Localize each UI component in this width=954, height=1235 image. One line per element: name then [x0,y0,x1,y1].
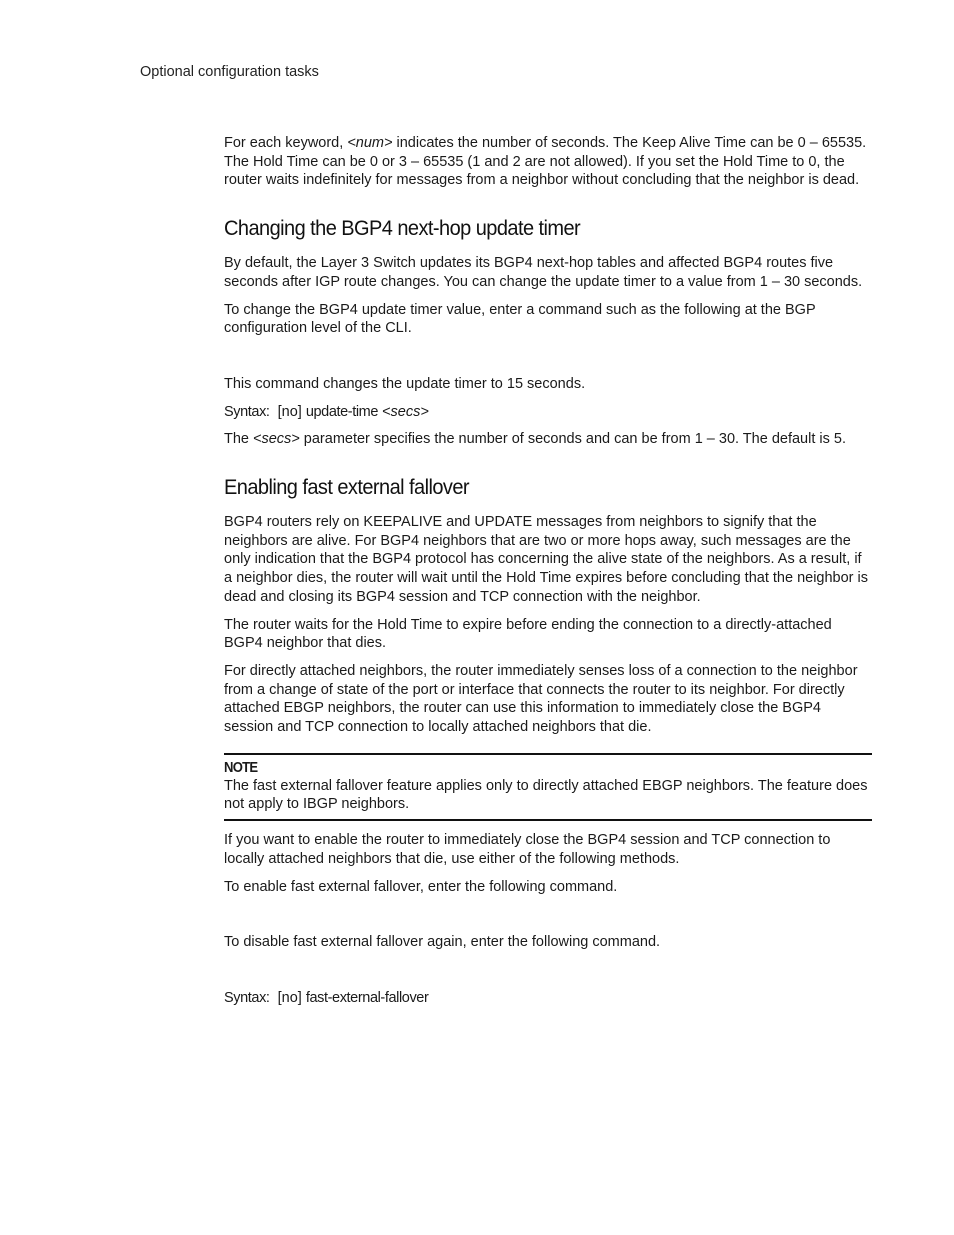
fallover-paragraph-6: To disable fast external fallover again, enter the following command. [224,934,661,951]
fallover-paragraph-1: BGP4 routers rely on KEEPALIVE and UPDATE messages from neighbors to signify that the neighbors are alive. For BGP4 neighbors that are two or more hops away, such messages are the only indication that the BGP4 protocol has concerning the alive state of the neighbors. As a result, if a neighbor dies, the router will wait until the Hold Time expires before concluding that the neighbor is dead and closing its BGP4 session and TCP connection with the neighbor. [224,514,869,605]
command-example-gap [224,347,872,375]
fallover-paragraph-5: To enable fast external fallover, enter the following command. [224,878,618,895]
note-box [224,753,872,821]
syntax-argument: <secs> [382,403,429,420]
disable-command-gap [224,961,872,989]
syntax-fast-fallover [224,989,872,1008]
fallover-paragraph-4: If you want to enable the router to immediately close the BGP4 session and TCP connection to locally attached neighbors that die, use either of the following methods. [224,832,831,867]
timer-paragraph-1: By default, the Layer 3 Switch updates its BGP4 next-hop tables and affected BGP4 routes five seconds after IGP route changes. You can change the update timer to a value from 1 – 30 seconds. [224,255,863,290]
syntax-label: Syntax: [224,989,270,1006]
intro-text-start: For each keyword, [224,135,348,151]
secs-placeholder: <secs> [253,431,300,448]
page-content [224,134,872,1017]
timer-paragraph-4 [224,430,872,449]
secs-text-end: parameter specifies the number of seconds and can be from 1 – 30. The default is 5. [299,431,846,448]
timer-paragraph-3: This command changes the update timer to 15 seconds. [224,375,586,392]
syntax-command: update-time [305,403,379,420]
enable-command-gap [224,905,872,933]
secs-text-start: The [224,431,254,448]
note-text: The fast external fallover feature applies only to directly attached EBGP neighbors. The feature does not apply to IBGP neighbors. [224,777,868,813]
fallover-paragraph-2: The router waits for the Hold Time to expire before ending the connection to a directly-attached BGP4 neighbor that dies. [224,616,832,652]
heading-update-timer: Changing the BGP4 next-hop update timer [224,216,581,241]
timer-paragraph-2: To change the BGP4 update timer value, enter a command such as the following at the BGP configuration level of the CLI. [224,301,816,337]
fallover-paragraph-3: For directly attached neighbors, the router immediately senses loss of a connection to the neighbor from a change of state of the port or interface that connects the router to its neighbor. For directly attached EBGP neighbors, the router can use this information to immediately close the BGP4 session and TCP connection to locally attached neighbors that die. [224,662,858,736]
heading-fast-fallover: Enabling fast external fallover [224,475,470,500]
syntax-no-option: [no] [277,403,302,420]
num-placeholder: <num> [347,135,393,151]
syntax-label: Syntax: [224,403,270,420]
syntax-update-time [224,403,872,422]
running-header: Optional configuration tasks [140,64,319,80]
intro-text-end: indicates the number of seconds. The Keep Alive Time can be 0 – 65535. The Hold Time can be 0 or 3 – 65535 (1 and 2 are not allowed). If you set the Hold Time to 0, the router waits indefinitely for messages from a neighbor without concluding that the neighbor is dead. [224,135,867,189]
intro-paragraph [224,134,872,190]
note-title: NOTE [224,759,258,776]
syntax-command: fast-external-fallover [305,989,429,1006]
syntax-no-option: [no] [277,989,302,1006]
